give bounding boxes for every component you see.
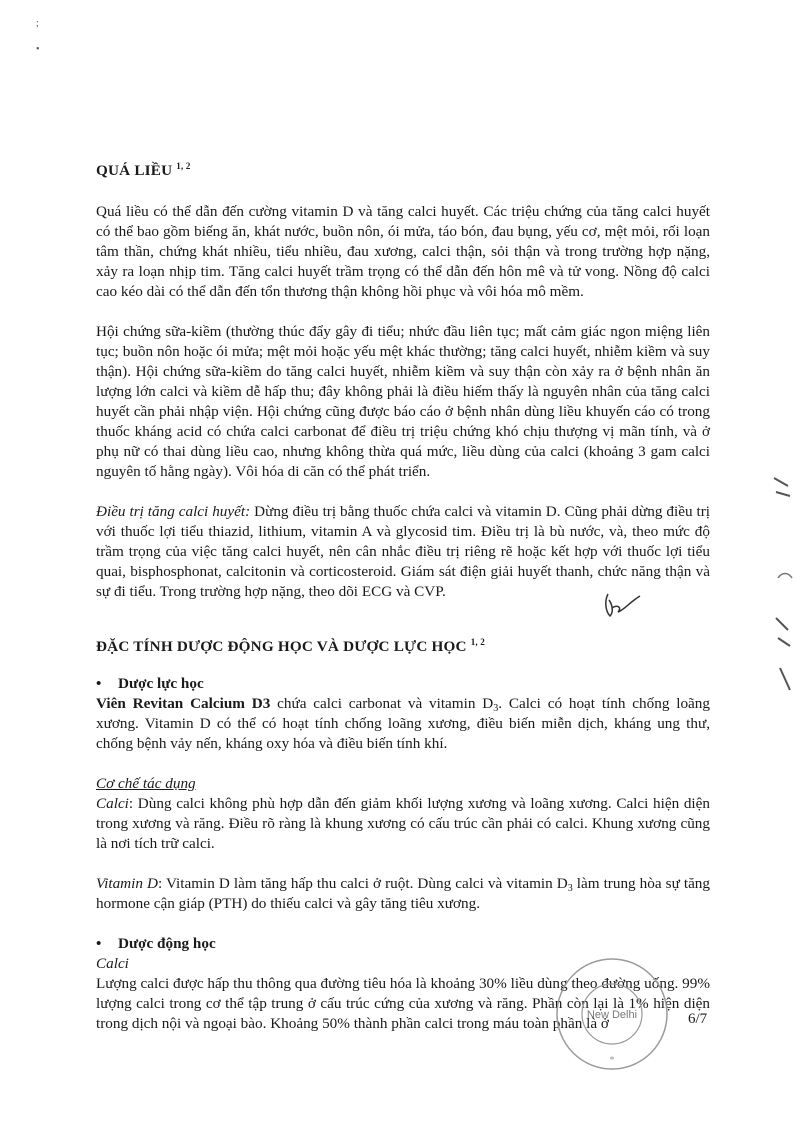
pharmacology-heading [96, 638, 710, 656]
calci-mechanism-paragraph [96, 794, 710, 854]
product-name: Viên Revitan Calcium D3 [96, 695, 271, 712]
vitd-text-a: : Vitamin D làm tăng hấp thu calci ở ruột. Dùng calci và vitamin D [157, 875, 568, 892]
pk-bullet-heading [96, 934, 710, 954]
mechanism-heading: Cơ chế tác dụng [96, 775, 196, 792]
pd-text-b: . Calci có hoạt tính chống loãng xương. Vitamin D có thể có hoạt tính chống loãng xương, điều biến miễn dịch, kháng ung thư, chống bệnh vảy nến, kháng oxy hóa và điều biến tính khí. [96, 695, 710, 752]
overdose-paragraph-1: Quá liều có thể dẫn đến cường vitamin D và tăng calci huyết. Các triệu chứng của tăng calci huyết có thể bao gồm biếng ăn, khát nước, buồn nôn, ói mửa, táo bón, đau bụng, yếu cơ, mệt mỏi, rối loạn tâm thần, chứng khát nhiều, tiểu nhiều, đau xương, calci thận, sỏi thận và trong trường hợp nặng, xảy ra loạn nhịp tim. Tăng calci huyết trầm trọng có thể dẫn đến hôn mê và tử vong. Nồng độ calci cao kéo dài có thể dẫn đến tổn thương thận không hồi phục và vôi hóa mô mềm. [96, 203, 710, 300]
vitd-subscript: 3 [567, 883, 573, 894]
pharmacology-title-ref: 1, 2 [470, 637, 486, 647]
pk-heading-text: Dược động học [118, 935, 216, 952]
pd-text-a: chứa calci carbonat và vitamin D [270, 695, 494, 712]
calci-text: : Dùng calci không phù hợp dẫn đến giảm khối lượng xương và loãng xương. Calci hiện diện trong xương và răng. Điều rõ ràng là khung xương có cấu trúc cần phải có calci. Khung xương cũng là nơi tích trữ calci. [96, 795, 710, 852]
vitd-mechanism-paragraph [96, 874, 710, 914]
corner-mark-top: ; [36, 18, 39, 29]
vitd-text-b: làm trung hòa sự tăng hormone cận giáp (PTH) do thiếu calci và gây tăng tiêu xương. [96, 875, 710, 912]
treatment-label: Điều trị tăng calci huyết: [96, 503, 251, 520]
vitd-label: Vitamin D [96, 875, 158, 892]
pd-subscript: 3 [493, 703, 499, 714]
pd-paragraph [96, 694, 710, 754]
side-stamp-fragment [768, 468, 798, 698]
pd-heading-text: Dược lực học [118, 675, 204, 692]
bullet-icon: • [96, 675, 102, 692]
corner-mark-dot: • [36, 44, 40, 55]
overdose-title-ref: 1, 2 [176, 161, 191, 171]
overdose-paragraph-2: Hội chứng sữa-kiềm (thường thúc đẩy gây đi tiểu; nhức đầu liên tục; mất cảm giác ngon miệng liên tục; buồn nôn hoặc ói mửa; mệt mỏi hoặc yếu mệt khác thường; tăng calci huyết, nhiễm kiềm và suy thận). Hội chứng sữa-kiềm do tăng calci huyết, nhiễm kiềm và suy thận còn xảy ra ở bệnh nhân ăn lượng lớn calci và kiềm dễ hấp thu; đây không phải là điều hiếm thấy là nguyên nhân của tăng calci huyết cần phải nhập viện. Hội chứng cũng được báo cáo ở bệnh nhân dùng liều khuyến cáo có trong thuốc kháng acid có chứa calci carbonat để điều trị triệu chứng khó chịu thượng vị mãn tính, và ở phụ nữ có thai dùng liều cao, nhưng không thừa quá mức, liều dùng của calci (khoảng 3 gam calci nguyên tố hằng ngày). Vôi hóa di căn có thể phát triển. [96, 323, 710, 480]
page-number: 6/7 [688, 1011, 708, 1027]
bullet-icon: • [96, 935, 102, 952]
overdose-title: QUÁ LIỀU [96, 162, 173, 179]
calci-label: Calci [96, 795, 129, 812]
pharmacology-title: ĐẶC TÍNH DƯỢC ĐỘNG HỌC VÀ DƯỢC LỰC HỌC [96, 638, 467, 655]
pk-paragraph: Lượng calci được hấp thu thông qua đường tiêu hóa là khoảng 30% liều dùng theo đường uống. 99% lượng calci trong cơ thể tập trung ở cấu trúc cứng của xương và răng. Phần còn lại là 1% hiện diện trong dịch nội và ngoại bào. Khoảng 50% thành phần calci trong máu toàn phần là ở [96, 975, 710, 1032]
pd-bullet-heading [96, 674, 710, 694]
treatment-paragraph [96, 502, 710, 602]
stamp-star: * [609, 1055, 615, 1066]
pk-calci-label: Calci [96, 955, 129, 972]
treatment-text: Dừng điều trị bằng thuốc chứa calci và vitamin D. Cũng phải dừng điều trị với thuốc lợi tiểu thiazid, lithium, vitamin A và glycosid tim. Điều trị là bù nước, và, theo mức độ trầm trọng của việc tăng calci huyết, nên cân nhắc điều trị riêng rẽ hoặc kết hợp với thuốc lợi tiểu quai, bisphosphonat, calcitonin và corticosteroid. Giám sát điện giải huyết thanh, chức năng thận và sự đi tiểu. Trong trường hợp nặng, theo dõi ECG và CVP. [96, 503, 710, 600]
stamp-city: New Delhi [586, 1009, 638, 1021]
signature-mark [600, 590, 644, 624]
company-stamp [553, 955, 671, 1073]
overdose-heading [96, 162, 710, 180]
